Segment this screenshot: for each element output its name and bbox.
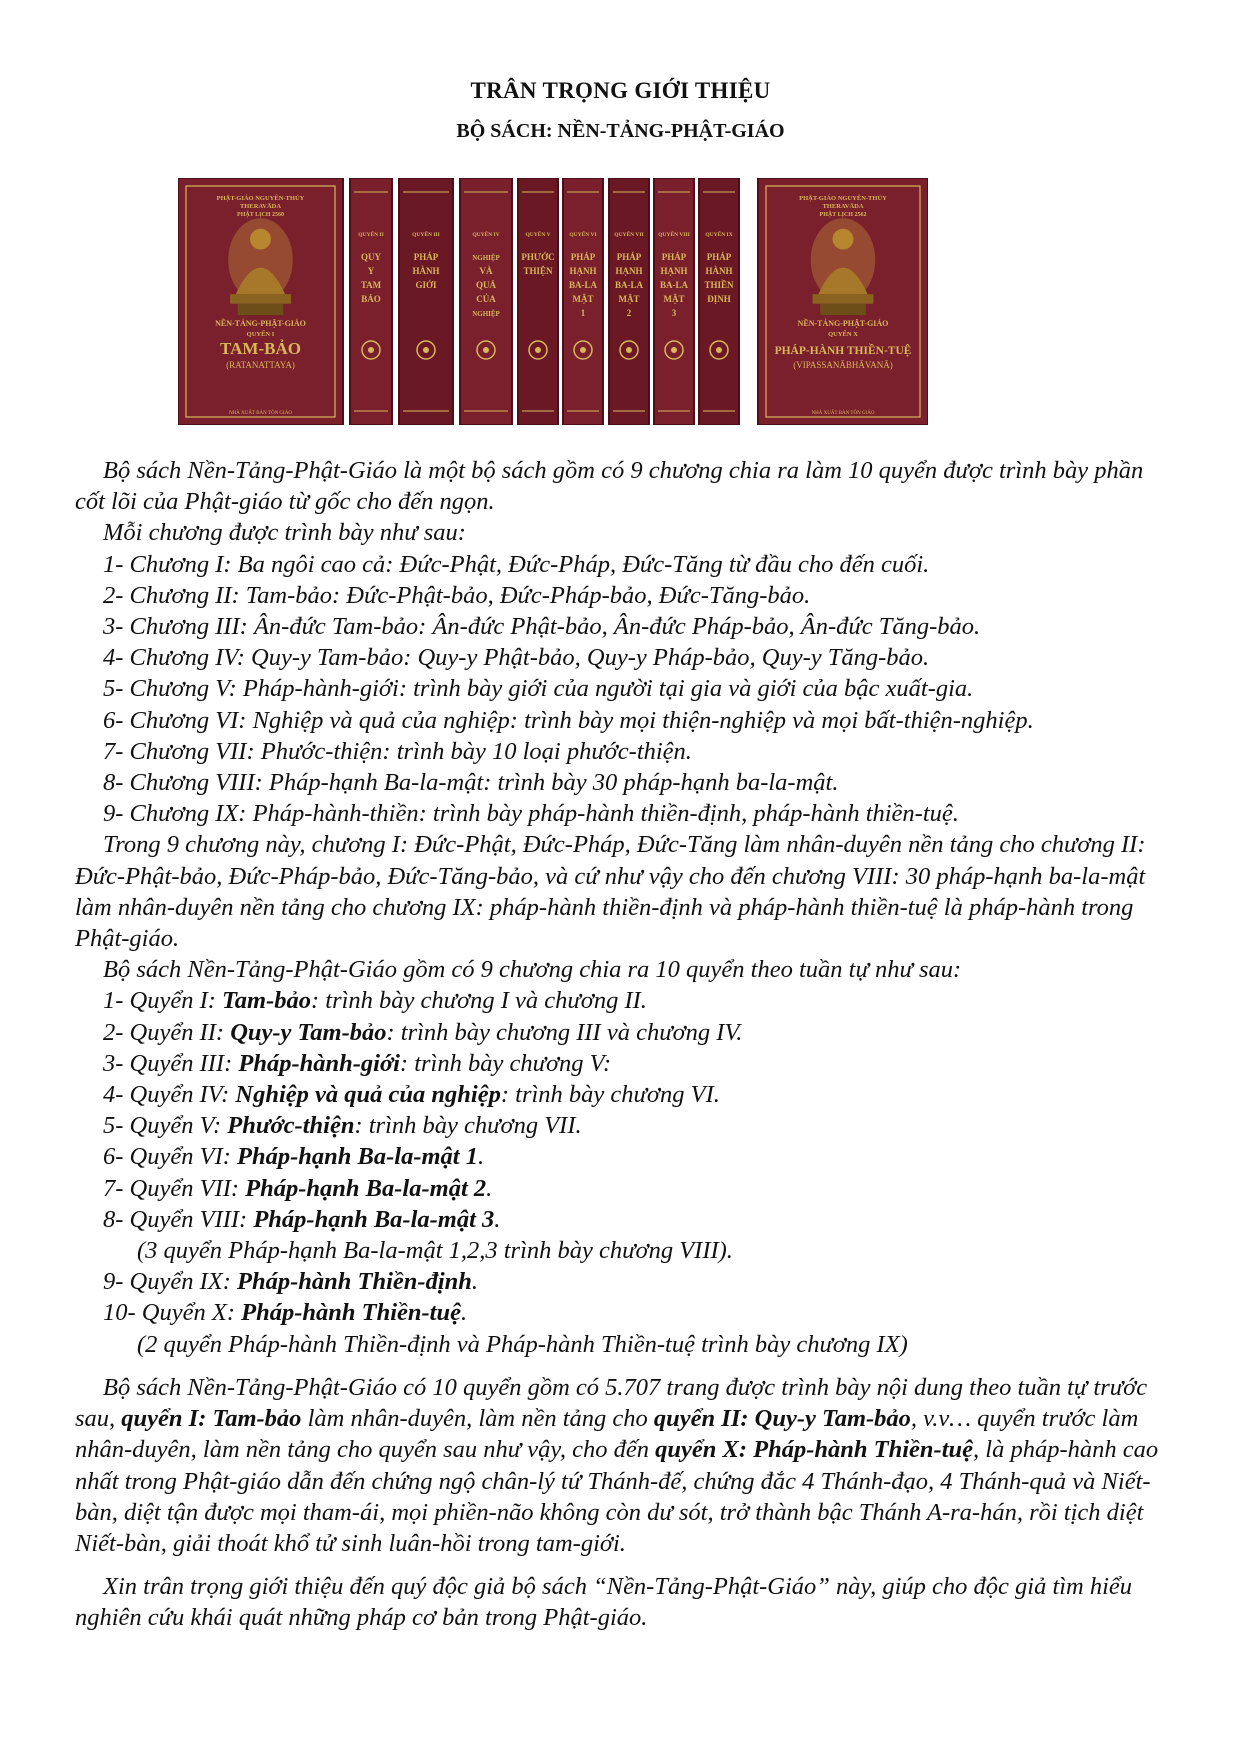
spine-volume: QUYỂN IV xyxy=(472,232,500,238)
chapter-item: 4- Chương IV: Quy-y Tam-bảo: Quy-y Phật-bảo, Quy-y Pháp-bảo, Quy-y Tăng-bảo. xyxy=(103,644,930,672)
spine-title: 1 xyxy=(580,308,586,318)
spine-volume: QUYỂN IX xyxy=(705,232,733,238)
chapters-lead: Mỗi chương được trình bày như sau: xyxy=(103,519,466,547)
spine-title: PHƯỚC xyxy=(521,252,555,262)
spine-title: BA-LA xyxy=(568,280,598,290)
spine-title: QUẢ xyxy=(476,280,496,290)
chapter-item: 9- Chương IX: Pháp-hành-thiền: trình bày pháp-hành thiền-định, pháp-hành thiền-tuệ. xyxy=(103,800,959,828)
volume-item: 6- Quyển VI: Pháp-hạnh Ba-la-mật 1. xyxy=(103,1143,485,1171)
spine-volume: QUYỂN II xyxy=(358,232,384,238)
dharma-wheel-hub xyxy=(423,347,429,353)
dharma-wheel-hub xyxy=(580,347,586,353)
spine-title: PHÁP xyxy=(616,252,642,262)
dharma-wheel-hub xyxy=(716,347,722,353)
buddha-base xyxy=(230,294,291,304)
spine-title: ĐỊNH xyxy=(707,294,731,304)
volume-item: 4- Quyển IV: Nghiệp và quả của nghiệp: trình bày chương VI. xyxy=(103,1081,720,1109)
right-book-volume: QUYỂN X xyxy=(828,331,858,338)
dharma-wheel-hub xyxy=(535,347,541,353)
dharma-wheel-hub xyxy=(671,347,677,353)
book-set-illustration xyxy=(178,178,1013,425)
spine-volume: QUYỂN VII xyxy=(614,232,644,238)
chapter-item: 8- Chương VIII: Pháp-hạnh Ba-la-mật: trình bày 30 pháp-hạnh ba-la-mật. xyxy=(103,769,839,797)
document-body xyxy=(75,455,1175,1634)
right-book-line: THERAVĀDA xyxy=(822,203,864,210)
relation-paragraph: Trong 9 chương này, chương I: Đức-Phật, Đức-Pháp, Đức-Tăng làm nhân-duyên nền tảng cho chương II: Đức-Phật-bảo, Đức-Pháp-bảo, Đức-Tăng-bảo, và cứ như vậy cho đến chương VIII: 30 pháp-hạnh ba-la-mật làm nhân-duyên nền tảng cho chương IX: pháp-hành thiền-định và pháp-hành thiền-tuệ là pháp-hành trong Phật-giáo. xyxy=(75,831,1146,953)
left-book-pali: (RATANATTAYA) xyxy=(226,360,295,370)
spine-volume: QUYỂN VI xyxy=(569,232,597,238)
dharma-wheel-hub xyxy=(626,347,632,353)
spine-title: NGHIỆP xyxy=(472,310,500,318)
spine-title: GIỚI xyxy=(415,280,437,290)
spine-volume: QUYỂN III xyxy=(412,232,440,238)
spine-title: BẢO xyxy=(361,294,381,304)
spine-title: MẬT xyxy=(618,294,640,304)
spine-book xyxy=(399,178,453,425)
right-book-series: NỀN-TẢNG-PHẬT-GIÁO xyxy=(797,319,889,328)
left-book-volume: QUYỂN I xyxy=(246,331,275,338)
volume-item: 7- Quyển VII: Pháp-hạnh Ba-la-mật 2. xyxy=(103,1174,493,1202)
volume-item: 1- Quyển I: Tam-bảo: trình bày chương I và chương II. xyxy=(103,987,647,1015)
spine-title: MẬT xyxy=(663,294,685,304)
spine-title: HẠNH xyxy=(660,266,688,276)
chapter-item: 3- Chương III: Ân-đức Tam-bảo: Ân-đức Phật-bảo, Ân-đức Pháp-bảo, Ân-đức Tăng-bảo. xyxy=(103,613,981,641)
spine-title: 2 xyxy=(626,308,632,318)
intro-paragraph: Bộ sách Nền-Tảng-Phật-Giáo là một bộ sách gồm có 9 chương chia ra làm 10 quyển được trình bày phần cốt lõi của Phật-giáo từ gốc cho đến ngọn. xyxy=(75,457,1144,516)
chapter-item: 7- Chương VII: Phước-thiện: trình bày 10 loại phước-thiện. xyxy=(103,737,692,765)
book-set-photo xyxy=(178,178,1013,425)
spine-title: QUY xyxy=(361,252,381,262)
spine-title: CỦA xyxy=(476,294,496,304)
spine-title: HẠNH xyxy=(615,266,643,276)
volume-item: 5- Quyển V: Phước-thiện: trình bày chương VII. xyxy=(103,1112,582,1140)
spine-title: HÀNH xyxy=(412,266,440,276)
dharma-wheel-hub xyxy=(368,347,374,353)
chapter-item: 2- Chương II: Tam-bảo: Đức-Phật-bảo, Đức-Pháp-bảo, Đức-Tăng-bảo. xyxy=(103,581,811,609)
spine-title: NGHIỆP xyxy=(472,254,500,262)
right-book-line: PHẬT-GIÁO NGUYÊN-THỦY xyxy=(799,195,887,202)
left-book-publisher: NHÀ XUẤT BẢN TÔN GIÁO xyxy=(229,411,292,416)
right-book-line: PHẬT LỊCH 2562 xyxy=(819,212,867,218)
left-book-line: PHẬT LỊCH 2560 xyxy=(237,212,284,218)
chapter-item: 5- Chương V: Pháp-hành-giới: trình bày giới của người tại gia và giới của bậc xuất-gia. xyxy=(103,675,974,703)
buddha-head xyxy=(833,229,854,250)
spine-title: VÀ xyxy=(479,266,493,276)
closing-paragraph: Xin trân trọng giới thiệu đến quý độc giả bộ sách “Nền-Tảng-Phật-Giáo” này, giúp cho độc giả tìm hiểu nghiên cứu khái quát những pháp cơ bản trong Phật-giáo. xyxy=(75,1573,1133,1632)
chapter-item: 1- Chương I: Ba ngôi cao cả: Đức-Phật, Đức-Pháp, Đức-Tăng từ đầu cho đến cuối. xyxy=(103,550,930,578)
volume-item: 10- Quyển X: Pháp-hành Thiền-tuệ. xyxy=(103,1299,468,1327)
spine-title: TAM xyxy=(360,280,382,290)
spine-title: 3 xyxy=(671,308,677,318)
spine-title: MẬT xyxy=(572,294,594,304)
spine-volume: QUYỂN V xyxy=(525,232,551,238)
spine-title: THIỀN xyxy=(704,280,734,290)
volume-item: 3- Quyển III: Pháp-hành-giới: trình bày chương V: xyxy=(103,1049,612,1077)
spine-title: BA-LA xyxy=(659,280,689,290)
buddha-pedestal xyxy=(238,304,284,315)
volume-item: 9- Quyển IX: Pháp-hành Thiền-định. xyxy=(103,1268,479,1296)
buddha-base xyxy=(813,294,874,304)
right-book-publisher: NHÀ XUẤT BẢN TÔN GIÁO xyxy=(811,411,875,416)
photo-background xyxy=(928,178,1013,425)
left-book-line: PHẬT-GIÁO NGUYÊN-THỦY xyxy=(216,195,305,202)
left-book-series: NỀN-TẢNG-PHẬT-GIÁO xyxy=(215,319,306,328)
spine-title: PHÁP xyxy=(706,252,732,262)
spine-title: HÀNH xyxy=(705,266,733,276)
volumes-lead: Bộ sách Nền-Tảng-Phật-Giáo gồm có 9 chương chia ra 10 quyển theo tuần tự như sau: xyxy=(103,956,962,984)
spine-title: HẠNH xyxy=(569,266,597,276)
buddha-pedestal xyxy=(820,304,866,315)
dharma-wheel-hub xyxy=(483,347,489,353)
spine-title: Y xyxy=(367,266,375,276)
spine-title: PHÁP xyxy=(661,252,687,262)
buddha-head xyxy=(250,229,271,250)
left-book-title: TAM-BẢO xyxy=(220,339,301,358)
chapter-item: 6- Chương VI: Nghiệp và quả của nghiệp: trình bày mọi thiện-nghiệp và mọi bất-thiện-nghiệp. xyxy=(103,706,1034,734)
spine-title: THIỆN xyxy=(523,266,553,276)
left-book-line: THERAVĀDA xyxy=(239,203,282,210)
right-book-pali: (VIPASSANĀBHĀVANĀ) xyxy=(793,360,893,370)
spine-title: PHÁP xyxy=(570,252,596,262)
volume-note: (2 quyển Pháp-hành Thiền-định và Pháp-hành Thiền-tuệ trình bày chương IX) xyxy=(137,1330,908,1358)
spine-title: BA-LA xyxy=(614,280,644,290)
summary-paragraph: Bộ sách Nền-Tảng-Phật-Giáo có 10 quyển gồm có 5.707 trang được trình bày nội dung theo tuần tự trước sau, quyển I: Tam-bảo làm nhân-duyên, làm nền tảng cho quyển II: Quy-y Tam-bảo, v.v… quyển trước làm nhân-duyên, làm nền tảng cho quyển sau như vậy, cho đến quyển X: Pháp-hành Thiền-tuệ, là pháp-hành cao nhất trong Phật-giáo dẫn đến chứng ngộ chân-lý tứ Thánh-đế, chứng đắc 4 Thánh-đạo, 4 Thánh-quả và Niết-bàn, diệt tận được mọi tham-ái, mọi phiền-não không còn dư sót, trở thành bậc Thánh A-ra-hán, rồi tịch diệt Niết-bàn, giải thoát khổ tử sinh luân-hồi trong tam-giới. xyxy=(75,1373,1159,1557)
right-book-title: PHÁP-HÀNH THIỀN-TUỆ xyxy=(774,345,912,357)
spine-title: PHÁP xyxy=(413,252,439,262)
volume-note: (3 quyển Pháp-hạnh Ba-la-mật 1,2,3 trình bày chương VIII). xyxy=(137,1237,733,1265)
volume-item: 8- Quyển VIII: Pháp-hạnh Ba-la-mật 3. xyxy=(103,1205,501,1233)
volume-item: 2- Quyển II: Quy-y Tam-bảo: trình bày chương III và chương IV. xyxy=(103,1018,743,1046)
page-subtitle: BỘ SÁCH: NỀN-TẢNG-PHẬT-GIÁO xyxy=(456,120,785,142)
page-title: TRÂN TRỌNG GIỚI THIỆU xyxy=(470,78,771,103)
spine-book xyxy=(518,178,558,425)
spine-volume: QUYỂN VIII xyxy=(658,232,690,238)
